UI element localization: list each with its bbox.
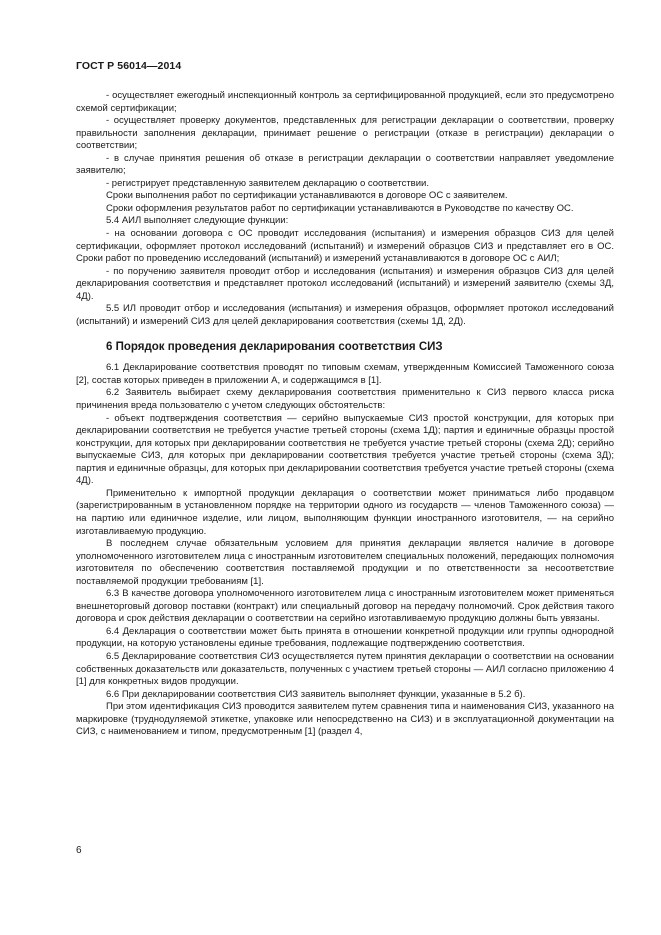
paragraph: - в случае принятия решения об отказе в регистрации декларации о соответствии направляет уведомление заявителю; — [76, 152, 614, 177]
paragraph: 6.1 Декларирование соответствия проводят по типовым схемам, утвержденным Комиссией Таможенного союза [2], состав которых приведен в приложении А, и содержащимся в [1]. — [76, 362, 614, 386]
paragraph: Применительно к импортной продукции декларация о соответствии может приниматься либо продавцом (зарегистрированным в установленном порядке на территории одного из государств — членов Таможенного союза) — на партию или единичное изделие, или лицом, выполняющим функции иностранного изготовителя, — на серийно изготавливаемую продукцию. — [76, 487, 614, 537]
section-6-heading: 6 Порядок проведения декларирования соответствия СИЗ — [106, 341, 443, 354]
page-number: 6 — [76, 845, 82, 856]
paragraph: Сроки оформления результатов работ по сертификации устанавливаются в Руководстве по качеству ОС. — [106, 202, 574, 214]
paragraph: 6.5 Декларирование соответствия СИЗ осуществляется путем принятия декларации о соответствии на основании собственных доказательств или доказательств, полученных с участием третьей стороны — АИЛ согласно приложению 4 [1] для конкретных видов продукции. — [76, 650, 614, 688]
paragraph: 6.6 При декларировании соответствия СИЗ заявитель выполняет функции, указанные в 5.2 б). — [106, 688, 526, 700]
paragraph: 6.2 Заявитель выбирает схему декларирования соответствия применительно к СИЗ первого класса риска причинения вреда пользователю с учетом следующих обстоятельств: — [76, 387, 614, 412]
paragraph: 6.4 Декларация о соответствии может быть принята в отношении конкретной продукции или группы однородной продукции, на которую установлены единые требования, подлежащие подтверждению соответствия. — [76, 625, 614, 650]
paragraph: 5.5 ИЛ проводит отбор и исследования (испытания) и измерения образцов, оформляет протокол исследований (испытаний) и измерений СИЗ для целей декларирования соответствия (схемы 1Д, 2Д). — [76, 303, 614, 327]
text-block-section5 — [76, 90, 614, 328]
paragraph: 6.3 В качестве договора уполномоченного изготовителем лица с иностранным изготовителем может применяться внешнеторговый договор поставки (контракт) или специальный договор на передачу полномочий. Срок действия такого договора и срок действия декларации о соответствии на серийно изготавливаемую продукцию должны быть увязаны. — [76, 588, 614, 625]
paragraph: В последнем случае обязательным условием для принятия декларации является наличие в договоре уполномоченного изготовителем лица с иностранным изготовителем специальных положений, передающих полномочия изготовителя по обеспечению соответствия поставляемой продукции и по ответственности за несоответствие поставляемой продукции требованиям [1]. — [76, 538, 614, 587]
paragraph: - на основании договора с ОС проводит исследования (испытания) и измерения образцов СИЗ для целей сертификации, оформляет протокол исследований (испытаний) и измерений образцов СИЗ и представляет его в ОС. Сроки работ по проведению исследований (испытаний) и измерений устанавливаются в договоре ОС с АИЛ; — [76, 228, 614, 265]
text-block-section6 — [76, 362, 614, 738]
paragraph: 5.4 АИЛ выполняет следующие функции: — [106, 215, 289, 227]
paragraph: - по поручению заявителя проводит отбор и исследования (испытания) и измерения образцов СИЗ для целей декларирования соответствия и представляет протокол исследований (испытаний) и измерений заявителю (схемы 3Д, 4Д). — [76, 265, 614, 302]
paragraph: - регистрирует представленную заявителем декларацию о соответствии. — [106, 177, 429, 189]
paragraph: - объект подтверждения соответствия — серийно выпускаемые СИЗ простой конструкции, для которых при декларировании соответствия не требуется участие третьей стороны (схема 1Д); партия и единичные образцы простой конструкции, для которых при декларировании соответствия не требуется участие третьей стороны (схема 2Д); серийно выпускаемые СИЗ, для которых при декларировании соответствия требуется участие третьей стороны (схема 3Д); партия и единичные образцы, для которых при декларировании соответствия требуется участие третьей стороны (схема 4Д). — [76, 412, 614, 487]
document-code-header: ГОСТ Р 56014—2014 — [76, 60, 182, 72]
document-page — [76, 60, 614, 739]
paragraph: - осуществляет проверку документов, представленных для регистрации декларации о соответствии, проверку правильности заполнения декларации, принимает решение о регистрации (отказе в регистрации) декларации о соответствии; — [76, 115, 614, 152]
paragraph: При этом идентификация СИЗ проводится заявителем путем сравнения типа и наименования СИЗ, указанного на маркировке (труднодуляемой этикетке, упаковке или непосредственно на СИЗ) и в эксплуатационной документации на СИЗ, с наименованием и типом, предусмотренным [1] (раздел 4, — [76, 701, 614, 738]
paragraph: - осуществляет ежегодный инспекционный контроль за сертифицированной продукцией, если это предусмотрено схемой сертификации; — [76, 90, 614, 114]
paragraph: Сроки выполнения работ по сертификации устанавливаются в договоре ОС с заявителем. — [106, 190, 508, 202]
